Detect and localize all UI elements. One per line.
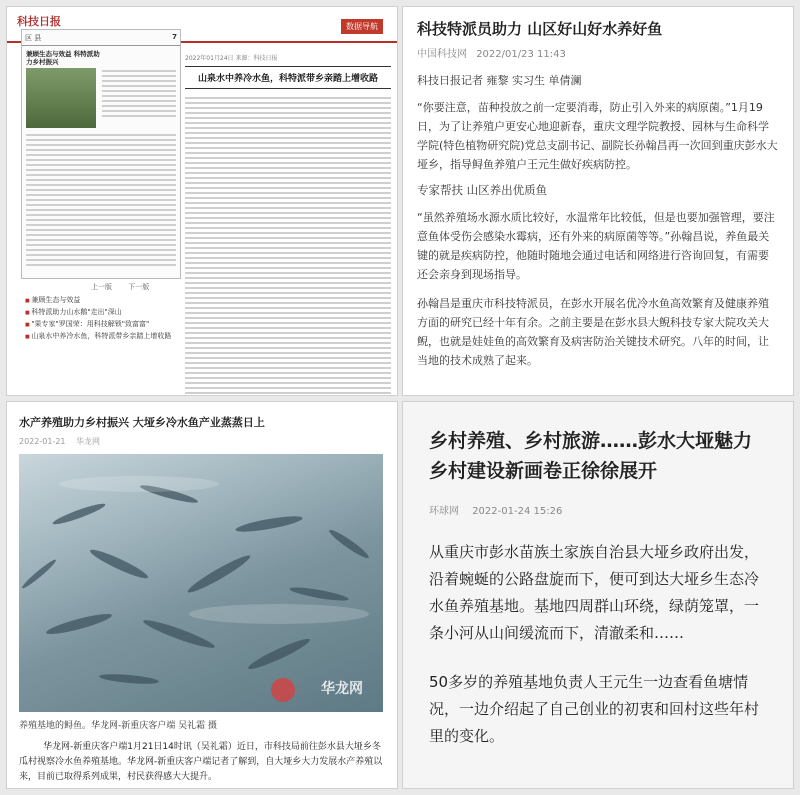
article-paragraph: “你要注意，苗种投放之前一定要消毒，防止引入外来的病原菌。”1月19日，为了让养殖户更安心地迎新春，重庆文理学院教授、园林与生命科学学院(特色植物研究院)党总支副书记、副院长孙翰昌再一次回到重庆彭水大垭乡，指导鲟鱼养殖户王元生做好疾病防控。: [417, 101, 778, 171]
article-source[interactable]: 中国科技网: [417, 49, 467, 60]
article-meta: [7, 430, 397, 453]
thumbnail-header: [22, 30, 180, 46]
article-paragraph: 华龙网-新重庆客户端1月21日14时讯（吴礼霜）近日，市科技局前往彭水县大垭乡冬瓜村视察冷水鱼养殖基地。华龙网-新重庆客户端记者了解到，自大垭乡大力发展水产养殖以来，目前已取得系列成果，村民获得感大大提升。: [19, 742, 383, 782]
article-title: 乡村养殖、乡村旅游……彭水大垭魅力乡村建设新画卷正徐徐展开: [429, 430, 753, 482]
newspaper-article-meta: 2022年01月24日 来源：科技日报: [185, 55, 278, 62]
article-source[interactable]: 华龙网: [76, 437, 101, 446]
prev-page-link[interactable]: 上一版: [91, 283, 112, 291]
article-paragraph: 50多岁的养殖基地负责人王元生一边查看鱼塘情况，一边介绍起了自己创业的初衷和回村这些年村里的变化。: [429, 673, 760, 745]
article-title: 科技特派员助力 山区好山好水养好鱼: [417, 20, 663, 38]
photo-caption: 养殖基地的鲟鱼。华龙网-新重庆客户端 吴礼霜 摄: [19, 721, 217, 731]
thumbnail-photo: [26, 68, 96, 128]
article-panel-hualong: [6, 401, 398, 789]
article-subheading: 专家帮扶 山区养出优质鱼: [417, 183, 548, 197]
article-paragraph: “虽然养殖场水源水质比较好，水温常年比较低，但是也要加强管理，要注意鱼体受伤会感染水霉病，还有外来的病原菌等等。”孙翰昌说，养鱼最关键的就是疾病防控，他随时随地会通过电话和网络进行咨询回复，有需要还会亲身到现场指导。: [417, 211, 775, 281]
article-date: 2022-01-21: [19, 437, 66, 446]
sturgeon-school-illustration: [19, 454, 383, 712]
photo-watermark: 华龙网: [321, 681, 363, 697]
article-list-item[interactable]: ■ 科特派助力山水鹅"走出"深山: [25, 307, 185, 319]
thumbnail-section: 区 县: [25, 34, 42, 42]
newspaper-article-title: 山泉水中养冷水鱼，科特派带乡亲踏上增收路: [185, 66, 391, 89]
article-paragraph: 从重庆市彭水苗族土家族自治县大垭乡政府出发，沿着蜿蜒的公路盘旋而下，便可到达大垭乡生态冷水鱼养殖基地。基地四周群山环绕，绿荫笼罩，一条小河从山间缓流而下，清澈柔和……: [429, 543, 760, 642]
newspaper-logo: 科技日报: [17, 15, 61, 28]
thumbnail-text-lines: [102, 70, 176, 120]
article-meta: [417, 45, 779, 60]
article-authors: 科技日报记者 雍黎 实习生 单倩澜: [417, 74, 582, 87]
newspaper-panel: [6, 6, 398, 396]
newspaper-article-text-lines: [185, 97, 391, 396]
newspaper-page-nav: [21, 282, 181, 292]
next-page-link[interactable]: 下一版: [128, 283, 150, 291]
article-date: 2022-01-24 15:26: [472, 506, 563, 517]
watermark-logo-icon: [271, 678, 295, 702]
article-source[interactable]: 环球网: [429, 506, 459, 517]
article-date: 2022/01/23 11:43: [476, 49, 566, 60]
article-list-item[interactable]: ■ 兼顾生态与效益: [25, 295, 185, 307]
article-title: 水产养殖助力乡村振兴 大垭乡冷水鱼产业蒸蒸日上: [19, 416, 265, 429]
thumbnail-headline: 兼顾生态与效益 科特派助力乡村振兴: [26, 50, 100, 66]
article-list-item[interactable]: ■ "果专家"罗国荣：用科技解锁"致富富": [25, 319, 185, 331]
newspaper-article-list: [25, 295, 185, 343]
article-panel-kjrb: [402, 6, 794, 396]
newspaper-page-thumbnail[interactable]: [21, 29, 181, 279]
newspaper-article: [185, 49, 391, 396]
article-paragraph: 孙翰昌是重庆市科技特派员，在彭水开展名优冷水鱼高效繁育及健康养殖方面的研究已经十年有余。之前主要是在彭水县大鲵科技专家大院攻关大鲵，也就是娃娃鱼的高效繁育及病害防治关键技术研究。八年的时间，让当地的技术成熟了起来。: [417, 297, 769, 367]
article-meta: [429, 502, 767, 517]
thumbnail-page-number: 7: [172, 33, 177, 41]
fish-pond-photo: [19, 454, 383, 712]
article-list-item[interactable]: ■ 山泉水中养冷水鱼，科特派带乡亲踏上增收路: [25, 331, 185, 343]
article-panel-huanqiu: [402, 401, 794, 789]
newspaper-nav-tag[interactable]: 数据导航: [341, 19, 383, 34]
thumbnail-text-lines: [26, 134, 176, 269]
